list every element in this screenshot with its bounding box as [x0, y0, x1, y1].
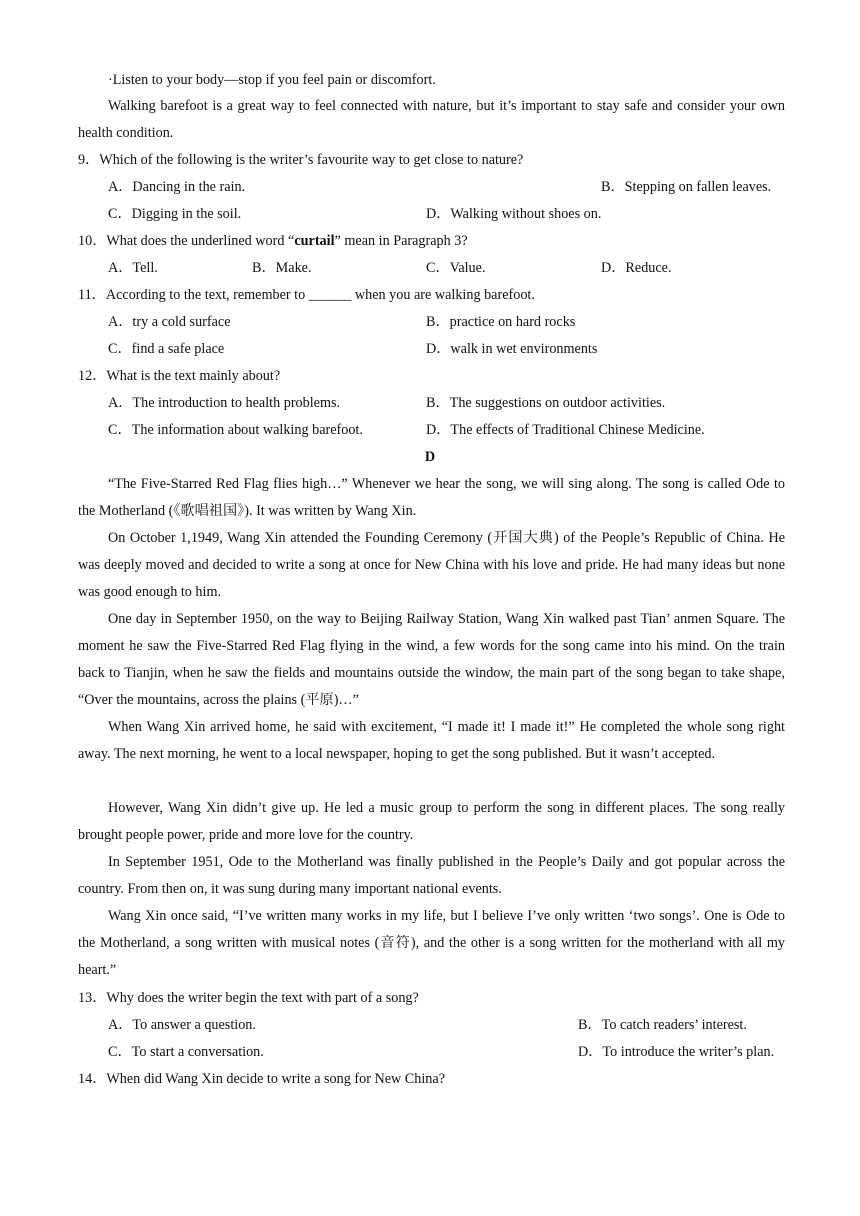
question-14: 14．When did Wang Xin decide to write a song for New China? [78, 1071, 445, 1087]
tip-line: ·Listen to your body—stop if you feel pain or discomfort. [108, 72, 436, 88]
q11-option-a[interactable]: A．try a cold surface [108, 314, 231, 330]
passage-d-paragraph-6: In September 1951, Ode to the Motherland was finally published in the People’s Daily and got popular across the country. From then on, it was sung during many important national events. [78, 854, 785, 897]
passage-d-paragraph-5: However, Wang Xin didn’t give up. He led a music group to perform the song in different places. The song really brought people power, pride and more love for the country. [78, 800, 785, 843]
q11-option-b[interactable]: B．practice on hard rocks [426, 314, 576, 330]
question-13: 13．Why does the writer begin the text with part of a song? [78, 990, 419, 1006]
q10-option-b[interactable]: B．Make. [252, 260, 312, 276]
question-12: 12．What is the text mainly about? [78, 368, 281, 384]
q12-option-b[interactable]: B．The suggestions on outdoor activities. [426, 395, 666, 411]
underlined-word: curtail [294, 233, 335, 249]
q12-option-a[interactable]: A．The introduction to health problems. [108, 395, 341, 411]
passage-d-paragraph-7: Wang Xin once said, “I’ve written many works in my life, but I believe I’ve only written ‘two songs’. One is Ode to the Motherland, a song written with musical notes (音符), and the other is a song written for the motherland with all my heart.” [78, 908, 785, 978]
q13-option-d[interactable]: D．To introduce the writer’s plan. [578, 1044, 775, 1060]
q13-option-a[interactable]: A．To answer a question. [108, 1017, 256, 1033]
q11-option-d[interactable]: D．walk in wet environments [426, 341, 598, 357]
q13-option-b[interactable]: B．To catch readers’ interest. [578, 1017, 747, 1033]
q12-option-c[interactable]: C．The information about walking barefoot. [108, 422, 363, 438]
question-11: 11．According to the text, remember to ______ when you are walking barefoot. [78, 287, 535, 303]
q11-option-c[interactable]: C．find a safe place [108, 341, 225, 357]
passage-d-paragraph-1: “The Five-Starred Red Flag flies high…” Whenever we hear the song, we will sing along. The song is called Ode to the Motherland (《歌唱祖国》). It was written by Wang Xin. [78, 476, 785, 519]
q12-option-d[interactable]: D．The effects of Traditional Chinese Medicine. [426, 422, 705, 438]
passage-d-paragraph-4: When Wang Xin arrived home, he said with excitement, “I made it! I made it!” He completed the whole song right away. The next morning, he went to a local newspaper, hoping to get the song published. But it wasn’t accepted. [78, 719, 785, 762]
q13-option-c[interactable]: C．To start a conversation. [108, 1044, 264, 1060]
q10-option-d[interactable]: D．Reduce. [601, 260, 672, 276]
passage-d-paragraph-3: One day in September 1950, on the way to Beijing Railway Station, Wang Xin walked past Tian’ anmen Square. The moment he saw the Five-Starred Red Flag flying in the wind, a few words for the song came into his mind. On the train back to Tianjin, when he saw the fields and mountains outside the window, the main part of the song began to take shape, “Over the mountains, across the plains (平原)…” [78, 611, 785, 708]
q9-option-b[interactable]: B．Stepping on fallen leaves. [601, 179, 772, 195]
passage-d-paragraph-2: On October 1,1949, Wang Xin attended the Founding Ceremony (开国大典) of the People’s Republic of China. He was deeply moved and decided to write a song at once for New China with his love and pride. He had many ideas but none was good enough to him. [78, 530, 785, 600]
conclusion-paragraph: Walking barefoot is a great way to feel connected with nature, but it’s important to stay safe and consider your own health condition. [78, 98, 785, 141]
q9-option-c[interactable]: C．Digging in the soil. [108, 206, 242, 222]
q9-option-a[interactable]: A．Dancing in the rain. [108, 179, 246, 195]
q9-option-d[interactable]: D．Walking without shoes on. [426, 206, 602, 222]
passage-d-heading: D [424, 449, 436, 465]
question-10: 10．What does the underlined word “curtail” mean in Paragraph 3? [78, 233, 468, 249]
q10-option-c[interactable]: C．Value. [426, 260, 486, 276]
question-9: 9．Which of the following is the writer’s favourite way to get close to nature? [78, 152, 524, 168]
q10-option-a[interactable]: A．Tell. [108, 260, 158, 276]
